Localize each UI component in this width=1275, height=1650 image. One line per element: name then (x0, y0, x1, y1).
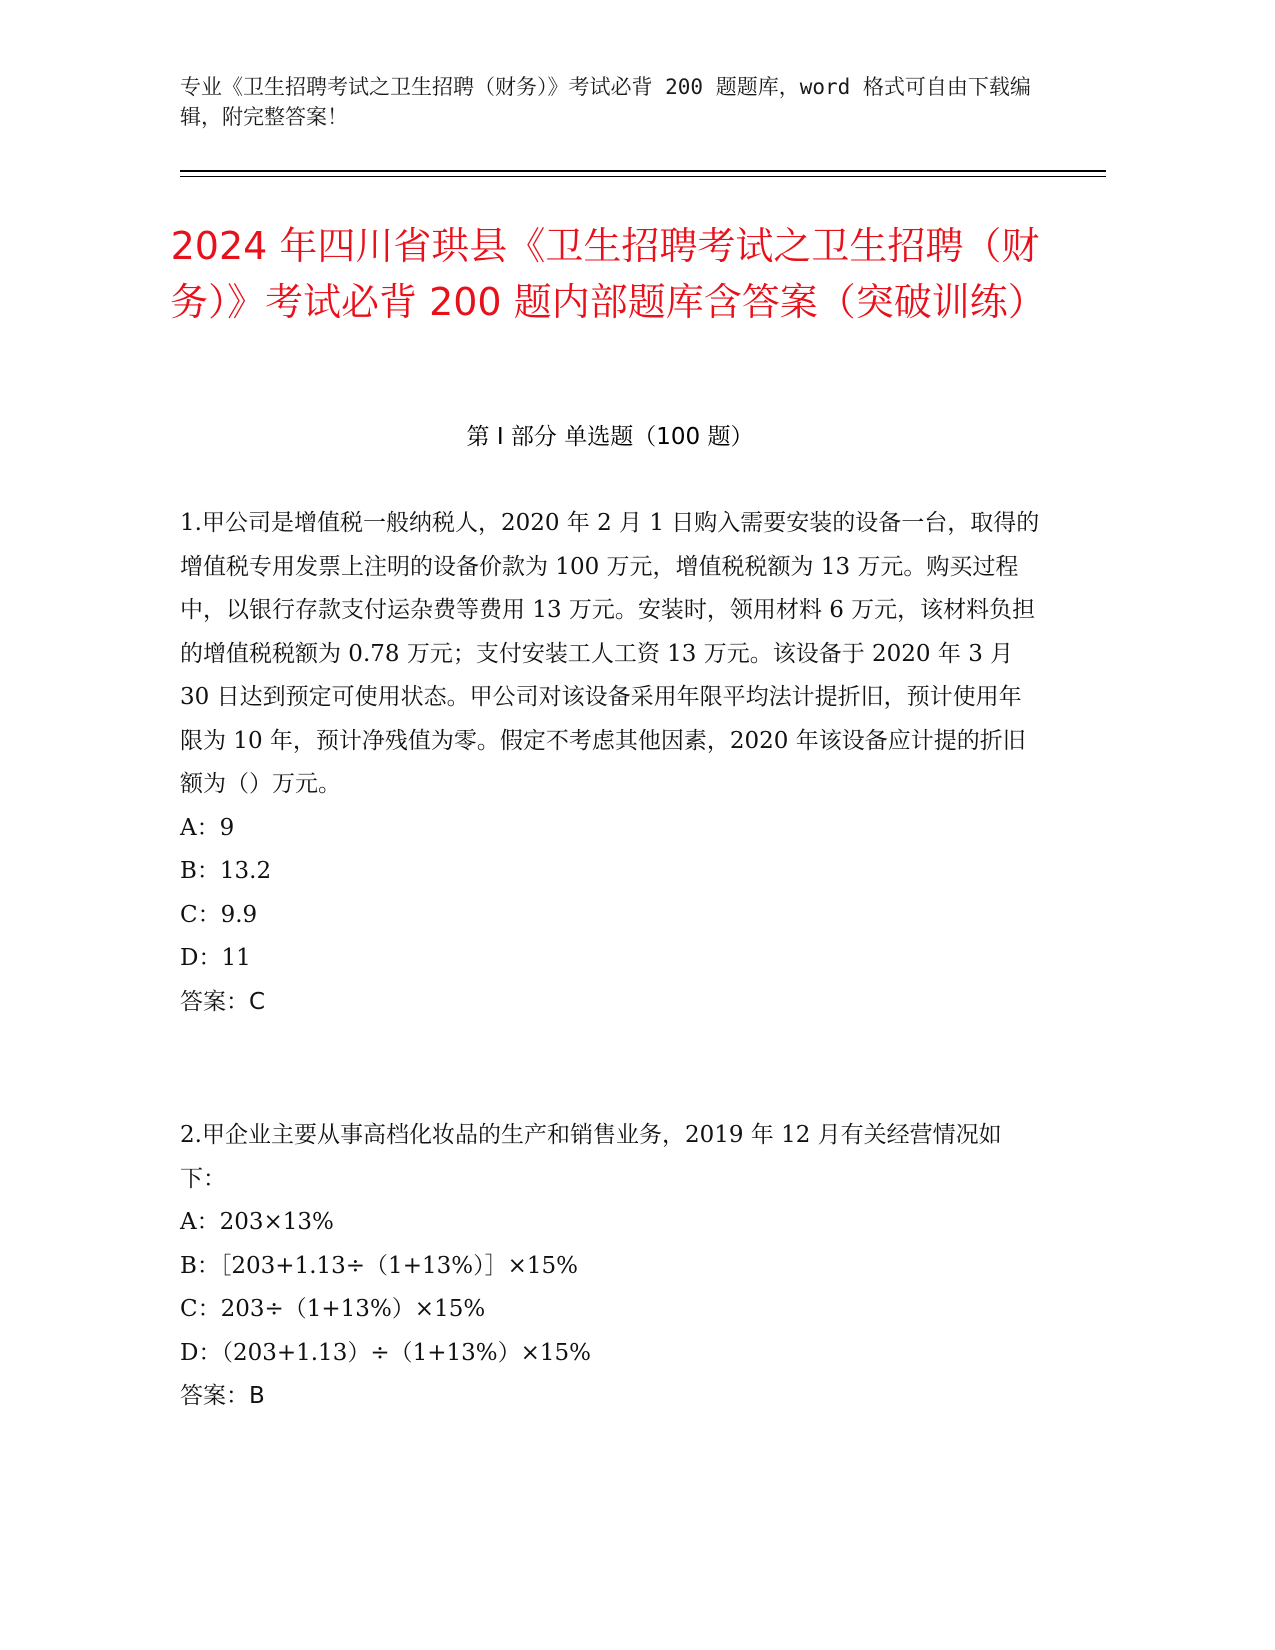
header-note: 专业《卫生招聘考试之卫生招聘（财务）》考试必背 200 题题库，word 格式可自由下载编辑，附完整答案！ (180, 75, 1031, 129)
question-1 (180, 502, 1040, 1024)
option-d: D：（203+1.13）÷（1+13%）×15% (180, 1339, 592, 1366)
question-stem: 1.甲公司是增值税一般纳税人，2020 年 2 月 1 日购入需要安装的设备一台，取得的增值税专用发票上注明的设备价款为 100 万元，增值税税额为 13 万元。购买过程中，以银行存款支付运杂费等费用 13 万元。安装时，领用材料 6 万元，该材料负担的增值税税额为 0.78 万元；支付安装工人工资 13 万元。该设备于 2020 年 3 月 30 日达到预定可使用状态。甲公司对该设备采用年限平均法计提折旧，预计使用年限为 10 年，预计净残值为零。假定不考虑其他因素，2020 年该设备应计提的折旧额为（）万元。 (180, 510, 1040, 797)
option-b: B：［203+1.13÷（1+13%）］×15% (180, 1252, 578, 1279)
document-title: 2024 年四川省珙县《卫生招聘考试之卫生招聘（财务）》考试必背 200 题内部题库含答案（突破训练） (170, 224, 1046, 324)
section-title: 第 I 部分 单选题（100 题） (466, 424, 754, 450)
option-c: C：203÷（1+13%）×15% (180, 1296, 486, 1322)
option-d: D：11 (180, 945, 251, 971)
question-2 (180, 1114, 1040, 1419)
header-rule-thin (180, 176, 1106, 177)
option-c: C：9.9 (180, 901, 258, 928)
option-b: B：13.2 (180, 858, 272, 884)
option-a: A：203×13% (180, 1209, 334, 1235)
answer: 答案：B (180, 1383, 265, 1409)
question-stem: 2.甲企业主要从事高档化妆品的生产和销售业务，2019 年 12 月有关经营情况如下： (180, 1122, 1002, 1192)
answer: 答案：C (180, 988, 266, 1015)
header-rule-thick (180, 170, 1106, 172)
option-a: A：9 (180, 814, 235, 841)
